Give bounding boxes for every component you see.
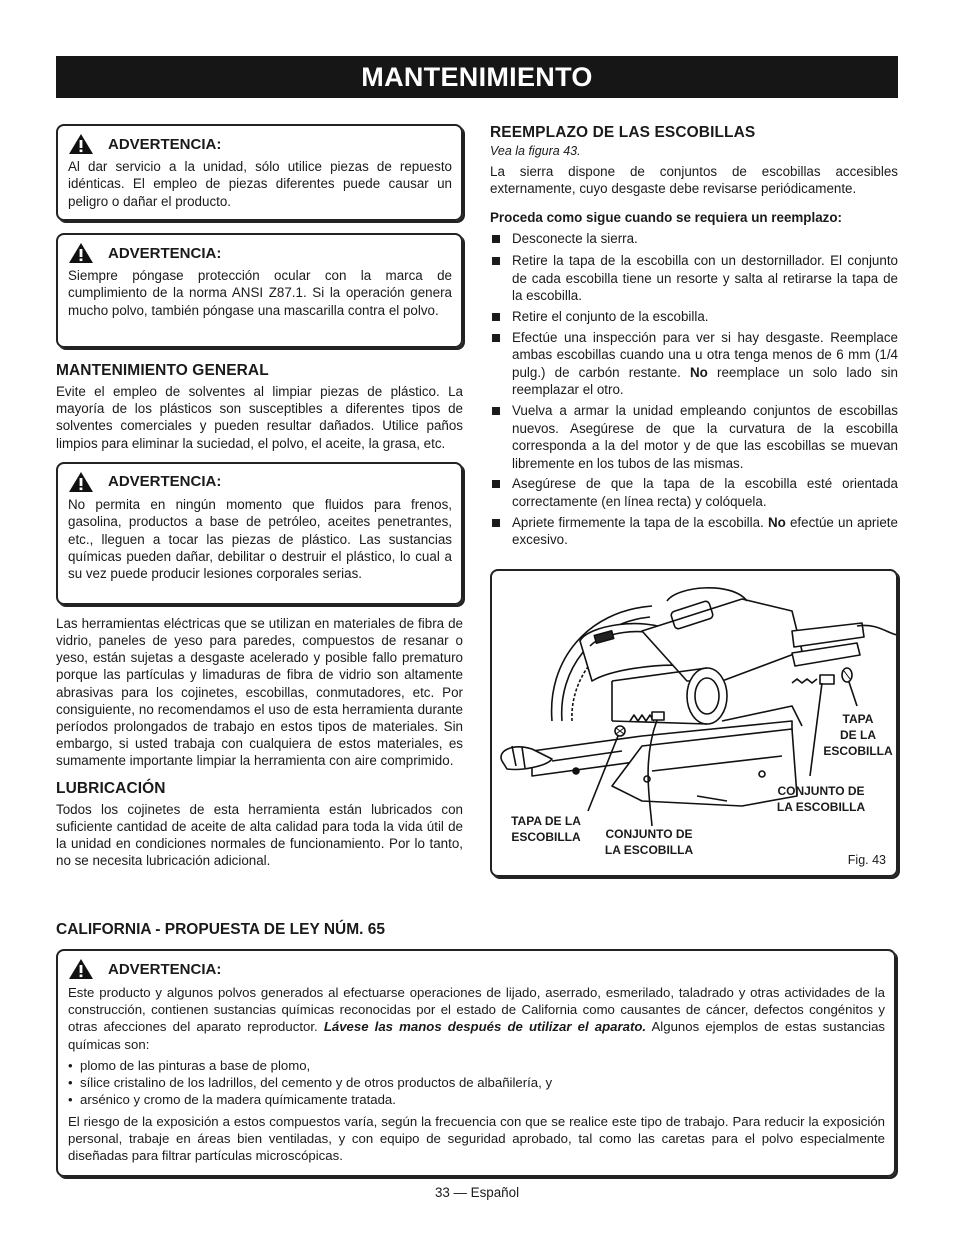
warning-label: ADVERTENCIA: bbox=[108, 960, 222, 978]
section-title-general: MANTENIMIENTO GENERAL bbox=[56, 362, 269, 379]
warning-triangle-icon bbox=[68, 242, 94, 264]
label-tapa-right: TAPA DE LA ESCOBILLA bbox=[823, 712, 893, 758]
list-item: Apriete firmemente la tapa de la escobilla. No efectúe un apriete excesivo. bbox=[490, 514, 898, 549]
escobillas-steps bbox=[490, 230, 898, 549]
warning-box-california bbox=[56, 949, 896, 1177]
warning-text: Siempre póngase protección ocular con la marca de cumplimiento de la norma ANSI Z87.1. Si la operación genera mucho polvo, también póngase una mascarilla contra el polvo. bbox=[68, 268, 452, 318]
section-title-escobillas: REEMPLAZO DE LAS ESCOBILLAS bbox=[490, 124, 756, 141]
left-column bbox=[56, 124, 463, 869]
california-paragraph-2: El riesgo de la exposición a estos compuestos varía, según la frecuencia con que se realice este tipo de trabajo. Para reducir la exposición personal, trabaje en áreas bien ventiladas, y con equipo de seguridad aprobado, tal como las caretas para el polvo especialmente diseñadas para filtrar partículas microscópicas. bbox=[68, 1113, 885, 1164]
warning-label: ADVERTENCIA: bbox=[108, 244, 222, 262]
california-paragraph-1: Este producto y algunos polvos generados al efectuarse operaciones de lijado, aserrado, esmerilado, taladrado y otras actividades de la construcción, contienen sustancias químicas reconocidas por el estado de California como causantes de cáncer, defectos congénitos y otras afecciones del aparato reproductor. Lávese las manos después de utilizar el aparato. Algunos ejemplos de estas sustancias químicas son: bbox=[68, 985, 886, 1052]
list-item: Asegúrese de que la tapa de la escobilla esté orientada correctamente (en línea recta) y colóquela. bbox=[490, 475, 898, 510]
escobillas-paragraph: La sierra dispone de conjuntos de escobillas accesibles externamente, cuyo desgaste debe revisarse periódicamente. bbox=[490, 164, 898, 197]
list-item: Desconecte la sierra. bbox=[490, 230, 898, 248]
section-title-lubricacion: LUBRICACIÓN bbox=[56, 779, 166, 797]
warning-triangle-icon bbox=[68, 958, 94, 980]
page-title: MANTENIMIENTO bbox=[56, 56, 898, 98]
figure-reference: Vea la figura 43. bbox=[490, 144, 581, 158]
california-list bbox=[68, 1057, 885, 1108]
warning-triangle-icon bbox=[68, 471, 94, 493]
warning-box-parts bbox=[56, 124, 463, 221]
list-item: Retire la tapa de la escobilla con un destornillador. El conjunto de cada escobilla tiene un resorte y salta al retirarse la tapa de la escobilla. bbox=[490, 252, 898, 305]
list-item: Vuelva a armar la unidad empleando conjuntos de escobillas nuevos. Asegúrese de que la curvatura de la escobilla corresponda a la del motor y de que las escobillas se muevan libremente en los tubos de las mismas. bbox=[490, 402, 898, 472]
list-item: • sílice cristalino de los ladrillos, del cemento y de otros productos de albañilería, y bbox=[68, 1074, 885, 1091]
escobillas-lead: Proceda como sigue cuando se requiera un reemplazo: bbox=[490, 210, 842, 226]
list-item: • plomo de las pinturas a base de plomo, bbox=[68, 1057, 885, 1074]
general-paragraph-2: Las herramientas eléctricas que se utilizan en materiales de fibra de vidrio, paneles de yeso para paredes, compuestos de resanar o yeso, están sujetas a desgaste acelerado y posible fallo prematuro porque las partículas y limaduras de fibra de vidrio son altamente abrasivas para los cojinetes, escobillas, conmutadores, etc. Por consiguiente, no recomendamos el uso de esta herramienta durante períodos prolongados de trabajo en estos tipos de materiales. Sin embargo, si usted trabaja con cualquiera de estos materiales, es sumamente importante limpiar la herramienta con aire comprimido. bbox=[56, 615, 463, 769]
figure-number: Fig. 43 bbox=[847, 853, 886, 867]
lubricacion-paragraph: Todos los cojinetes de esta herramienta están lubricados con suficiente cantidad de aceite de alta calidad para toda la vida útil de la unidad en condiciones normales de funcionamiento. Por lo tanto, no se necesita lubricación adicional. bbox=[56, 801, 463, 869]
label-tapa-left: TAPA DE LA ESCOBILLA bbox=[511, 814, 581, 844]
warning-triangle-icon bbox=[68, 133, 94, 155]
label-conjunto-right: CONJUNTO DE LA ESCOBILLA bbox=[776, 784, 866, 814]
warning-text: Al dar servicio a la unidad, sólo utilice piezas de repuesto idénticas. El empleo de piezas diferentes puede causar un peligro o dañar el producto. bbox=[68, 159, 452, 209]
warning-box-eye-protection bbox=[56, 233, 463, 348]
list-item: Retire el conjunto de la escobilla. bbox=[490, 308, 898, 326]
list-item: • arsénico y cromo de la madera químicamente tratada. bbox=[68, 1091, 885, 1108]
warning-label: ADVERTENCIA: bbox=[108, 135, 222, 153]
general-paragraph-1: Evite el empleo de solventes al limpiar piezas de plástico. La mayoría de los plásticos son susceptibles a diferentes tipos de solventes comerciales y pueden resultar dañados. Utilice paños limpios para eliminar la suciedad, el polvo, el aceite, la grasa, etc. bbox=[56, 384, 463, 451]
figure-43 bbox=[490, 569, 898, 877]
warning-text: No permita en ningún momento que fluidos para frenos, gasolina, productos a base de petróleo, aceites penetrantes, etc., lleguen a tocar las piezas de plástico. Las sustancias químicas pueden dañar, debilitar o destruir el plástico, lo cual a su vez puede producir lesiones corporales serias. bbox=[68, 496, 452, 582]
label-conjunto-left: CONJUNTO DE LA ESCOBILLA bbox=[604, 827, 694, 857]
page-footer: 33 — Español bbox=[434, 1185, 520, 1200]
right-column bbox=[490, 124, 898, 552]
warning-label: ADVERTENCIA: bbox=[108, 473, 222, 491]
section-title-california: CALIFORNIA - PROPUESTA DE LEY NÚM. 65 bbox=[56, 921, 385, 938]
list-item: Efectúe una inspección para ver si hay desgaste. Reemplace ambas escobillas cuando una u otra tenga menos de 6 mm (1/4 pulg.) de carbón restante. No reemplace un solo lado sin reemplazar el otro. bbox=[490, 329, 898, 399]
warning-box-fluids bbox=[56, 462, 463, 605]
